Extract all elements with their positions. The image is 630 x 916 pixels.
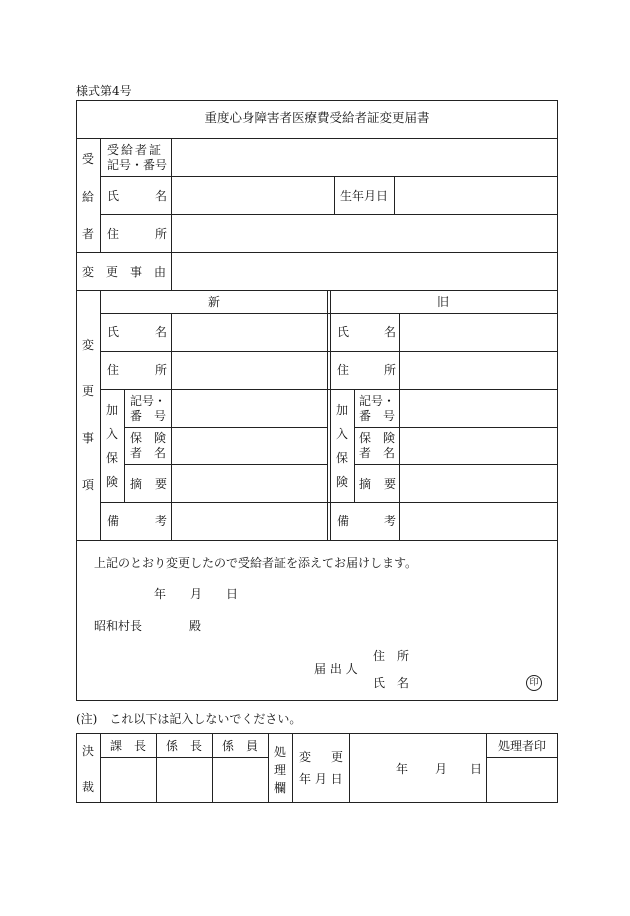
old-summary-label-b: 要 <box>384 477 397 491</box>
change-label-a: 変 <box>299 750 312 764</box>
processor-seal-label: 処理者印 <box>497 739 546 753</box>
reason-char-4: 由 <box>154 265 167 279</box>
applicant-address-label-a: 住 <box>373 649 386 663</box>
old-remarks-label-a: 備 <box>337 514 350 528</box>
subsection-chief-seal-box[interactable] <box>157 758 211 802</box>
date-year-label: 年 <box>154 587 167 601</box>
recipient-name-label-b: 名 <box>155 189 168 203</box>
change-label-b: 更 <box>331 750 344 764</box>
change-date-label: 年 月 日 <box>299 772 343 786</box>
old-number-label-2: 番 号 <box>359 409 396 423</box>
new-remarks-label-b: 考 <box>155 514 168 528</box>
office-month-label: 月 <box>435 762 448 776</box>
old-insurance-char-2: 入 <box>336 427 349 441</box>
new-summary-label-b: 要 <box>155 477 168 491</box>
new-name-label-a: 氏 <box>107 325 120 339</box>
old-insurance-number-field[interactable] <box>400 390 557 426</box>
new-address-label-b: 所 <box>155 363 168 377</box>
section-chief-label: 課 長 <box>109 739 146 753</box>
recipient-group-char-1: 受 <box>82 152 95 166</box>
reason-char-1: 変 <box>82 265 95 279</box>
declaration-statement: 上記のとおり変更したので受給者証を添えてお届けします。 <box>94 556 418 570</box>
reason-field[interactable] <box>172 253 557 289</box>
old-remarks-field[interactable] <box>400 503 557 539</box>
old-remarks-label-b: 考 <box>384 514 397 528</box>
old-insurer-label-2: 者 名 <box>359 446 396 460</box>
processing-char-3: 欄 <box>274 781 287 795</box>
old-insurer-name-field[interactable] <box>400 428 557 463</box>
old-name-field[interactable] <box>400 314 557 350</box>
old-summary-field[interactable] <box>400 465 557 501</box>
recipient-address-field[interactable] <box>172 215 557 251</box>
decision-char-1: 決 <box>82 744 95 758</box>
old-address-label-b: 所 <box>384 363 397 377</box>
dob-field[interactable] <box>395 177 557 213</box>
office-use-note: (注) これ以下は記入しないでください。 <box>76 712 302 726</box>
changes-group-char-2: 更 <box>82 384 95 398</box>
old-insurance-char-3: 保 <box>336 451 349 465</box>
changes-group-char-3: 事 <box>82 431 95 445</box>
recipient-address-label-b: 所 <box>155 227 168 241</box>
section-chief-seal-box[interactable] <box>101 758 155 802</box>
card-number-field[interactable] <box>172 139 557 175</box>
form-title: 重度心身障害者医療費受給者証変更届書 <box>204 110 430 125</box>
seal-mark-icon: 印 <box>526 675 542 691</box>
new-insurer-label-2: 者 名 <box>130 446 167 460</box>
decision-char-2: 裁 <box>82 780 95 794</box>
new-address-field[interactable] <box>172 352 326 388</box>
new-insurer-name-field[interactable] <box>172 428 326 463</box>
staff-seal-box[interactable] <box>213 758 267 802</box>
new-address-label-a: 住 <box>107 363 120 377</box>
recipient-group-char-2: 給 <box>82 190 95 204</box>
dob-label: 生年月日 <box>340 189 389 203</box>
new-insurance-char-4: 険 <box>106 475 119 489</box>
old-number-label-1: 記号・ <box>359 394 396 408</box>
new-name-field[interactable] <box>172 314 326 350</box>
processing-char-2: 理 <box>274 763 287 777</box>
new-summary-field[interactable] <box>172 465 326 501</box>
new-summary-label-a: 摘 <box>130 477 143 491</box>
office-year-label: 年 <box>396 762 409 776</box>
processing-char-1: 処 <box>274 745 287 759</box>
old-address-field[interactable] <box>400 352 557 388</box>
old-name-label-b: 名 <box>384 325 397 339</box>
new-insurer-label-1: 保 険 <box>130 431 167 445</box>
new-insurance-char-1: 加 <box>106 403 119 417</box>
new-insurance-char-2: 入 <box>106 427 119 441</box>
old-insurer-label-1: 保 険 <box>359 431 396 445</box>
card-label-line1: 受給者証 <box>107 143 164 157</box>
reason-char-3: 事 <box>130 265 143 279</box>
applicant-address-label-b: 所 <box>397 649 410 663</box>
recipient-group-char-3: 者 <box>82 227 95 241</box>
recipient-address-label-a: 住 <box>107 227 120 241</box>
applicant-name-label-a: 氏 <box>373 676 386 690</box>
new-remarks-label-a: 備 <box>107 514 120 528</box>
recipient-name-label-a: 氏 <box>107 189 120 203</box>
processor-seal-box[interactable] <box>487 758 557 802</box>
applicant-label: 届 出 人 <box>314 662 358 676</box>
old-address-label-a: 住 <box>337 363 350 377</box>
old-column-header: 旧 <box>437 295 450 309</box>
date-month-label: 月 <box>190 587 203 601</box>
new-insurance-char-3: 保 <box>106 451 119 465</box>
new-column-header: 新 <box>208 295 221 309</box>
old-name-label-a: 氏 <box>337 325 350 339</box>
honorific: 殿 <box>189 619 202 633</box>
new-number-label-2: 番 号 <box>130 409 167 423</box>
office-day-label: 日 <box>470 762 483 776</box>
new-name-label-b: 名 <box>155 325 168 339</box>
subsection-chief-label: 係 長 <box>165 739 202 753</box>
old-insurance-char-4: 険 <box>336 475 349 489</box>
old-insurance-char-1: 加 <box>336 403 349 417</box>
applicant-name-label-b: 名 <box>397 676 410 690</box>
changes-group-char-1: 変 <box>82 338 95 352</box>
new-number-label-1: 記号・ <box>130 394 167 408</box>
form-number: 様式第4号 <box>76 84 132 98</box>
date-day-label: 日 <box>226 587 239 601</box>
recipient-name-field[interactable] <box>172 177 334 213</box>
new-insurance-number-field[interactable] <box>172 390 326 426</box>
staff-label: 係 員 <box>221 739 258 753</box>
reason-char-2: 更 <box>106 265 119 279</box>
old-summary-label-a: 摘 <box>359 477 372 491</box>
addressee: 昭和村長 <box>94 619 143 633</box>
card-label-line2: 記号・番号 <box>107 158 168 172</box>
changes-group-char-4: 項 <box>82 478 95 492</box>
new-remarks-field[interactable] <box>172 503 326 539</box>
